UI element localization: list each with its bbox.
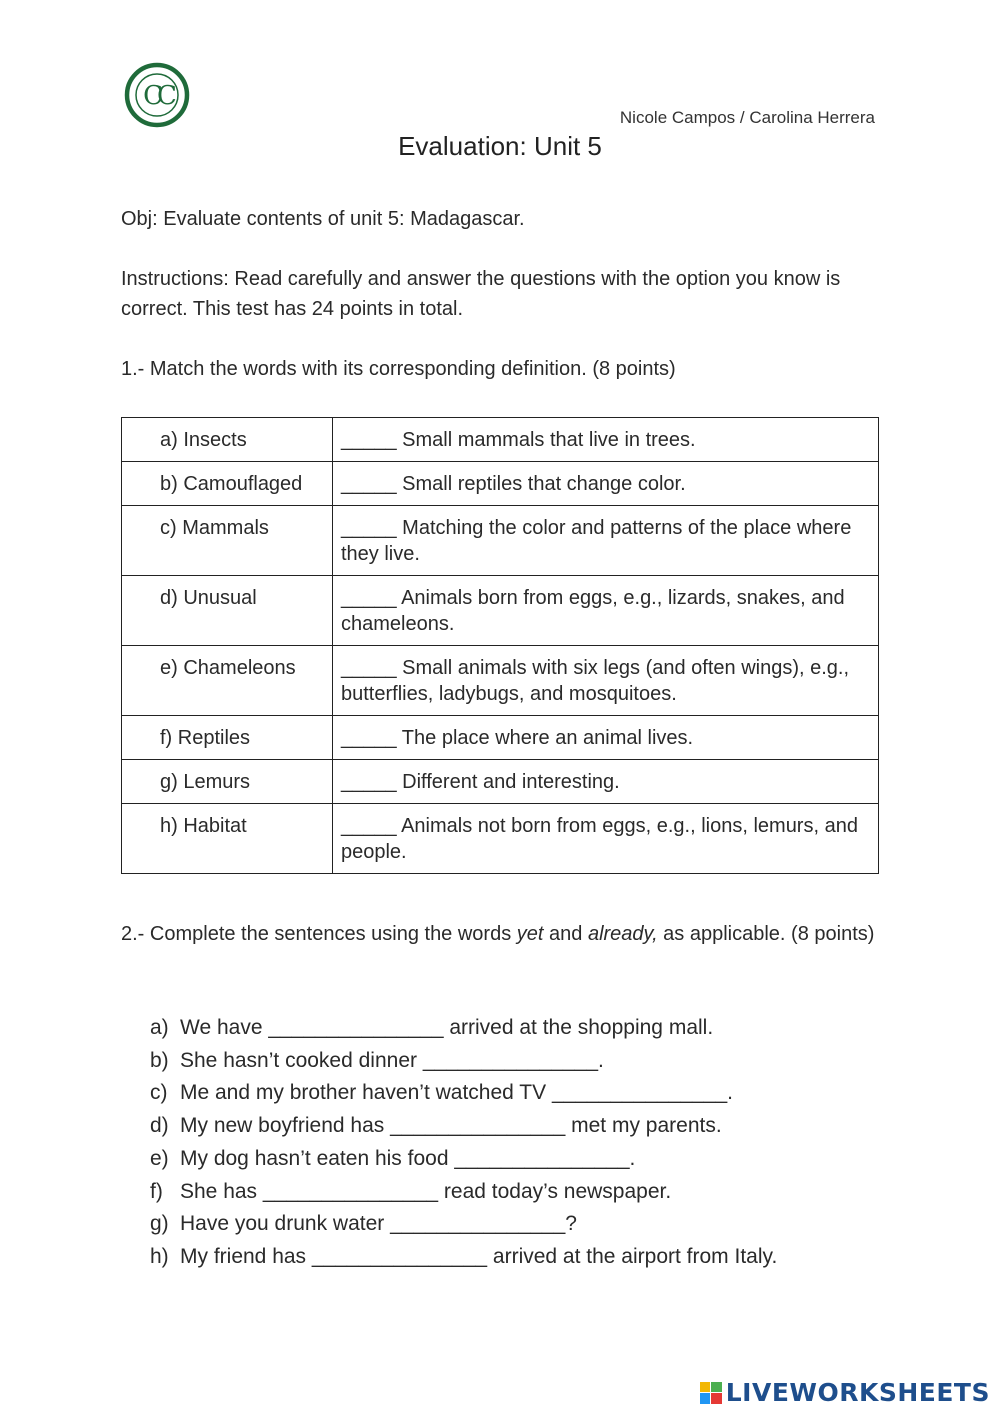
- liveworksheets-logo-icon: [700, 1382, 722, 1404]
- watermark-text: LIVEWORKSHEETS: [725, 1378, 990, 1407]
- q2-word-already: already,: [587, 923, 658, 945]
- authors: Nicole Campos / Carolina Herrera: [619, 108, 875, 127]
- sentence-list: [150, 1012, 777, 1274]
- page-title: Evaluation: Unit 5: [398, 131, 602, 161]
- match-word: g) Lemurs: [122, 760, 333, 804]
- sentence-text[interactable]: Have you drunk water _______________?: [180, 1212, 577, 1236]
- match-definition[interactable]: _____ Small mammals that live in trees.: [333, 418, 879, 462]
- list-item: [150, 1012, 777, 1045]
- match-word: c) Mammals: [122, 506, 333, 576]
- table-row: [122, 646, 879, 716]
- table-row: [122, 760, 879, 804]
- match-word: b) Camouflaged: [122, 462, 333, 506]
- question-1-prompt: 1.- Match the words with its corresponding definition. (8 points): [121, 358, 676, 380]
- match-definition[interactable]: _____ Small animals with six legs (and often wings), e.g., butterflies, ladybugs, and mosquitoes.: [333, 646, 879, 716]
- match-word: a) Insects: [122, 418, 333, 462]
- table-row: [122, 462, 879, 506]
- sentence-letter: g): [150, 1212, 169, 1236]
- sentence-text[interactable]: She has _______________ read today’s newspaper.: [180, 1179, 672, 1203]
- q2-prompt-end: as applicable. (8 points): [657, 923, 875, 945]
- match-definition[interactable]: _____ The place where an animal lives.: [333, 716, 879, 760]
- matching-table: [121, 417, 879, 874]
- q2-word-yet: yet: [516, 923, 544, 945]
- match-word: f) Reptiles: [122, 716, 333, 760]
- q2-prompt-and: and: [543, 923, 588, 945]
- sentence-text[interactable]: Me and my brother haven’t watched TV _______________.: [180, 1081, 733, 1105]
- table-row: [122, 418, 879, 462]
- table-row: [122, 576, 879, 646]
- list-item: [150, 1077, 777, 1110]
- list-item: [150, 1176, 777, 1209]
- sentence-letter: c): [150, 1081, 168, 1105]
- table-row: [122, 506, 879, 576]
- list-item: [150, 1241, 777, 1274]
- match-definition[interactable]: _____ Different and interesting.: [333, 760, 879, 804]
- q2-prompt-start: 2.- Complete the sentences using the words: [121, 923, 517, 945]
- match-definition[interactable]: _____ Matching the color and patterns of the place where they live.: [333, 506, 879, 576]
- sentence-text[interactable]: We have _______________ arrived at the shopping mall.: [180, 1016, 714, 1039]
- logo-monogram: CC: [143, 81, 171, 111]
- sentence-text[interactable]: My friend has _______________ arrived at the airport from Italy.: [180, 1244, 778, 1268]
- sentence-letter: h): [150, 1244, 169, 1268]
- sentence-letter: f): [150, 1179, 163, 1203]
- match-word: e) Chameleons: [122, 646, 333, 716]
- match-definition[interactable]: _____ Animals born from eggs, e.g., lizards, snakes, and chameleons.: [333, 576, 879, 646]
- sentence-text[interactable]: My dog hasn’t eaten his food _______________.: [180, 1146, 636, 1170]
- question-2-prompt: [121, 919, 881, 949]
- match-word: h) Habitat: [122, 804, 333, 874]
- match-definition[interactable]: _____ Animals not born from eggs, e.g., lions, lemurs, and people.: [333, 804, 879, 874]
- list-item: [150, 1045, 777, 1078]
- sentence-letter: b): [150, 1048, 169, 1072]
- instructions-text: Instructions: Read carefully and answer the questions with the option you know is correct. This test has 24 points in total.: [121, 268, 841, 320]
- list-item: [150, 1110, 777, 1143]
- sentence-text[interactable]: My new boyfriend has _______________ met my parents.: [180, 1114, 722, 1138]
- school-logo: [124, 62, 190, 128]
- objective-text: Obj: Evaluate contents of unit 5: Madagascar.: [121, 208, 525, 230]
- sentence-letter: e): [150, 1146, 169, 1170]
- sentence-letter: a): [150, 1016, 169, 1039]
- sentence-letter: d): [150, 1114, 169, 1138]
- table-row: [122, 716, 879, 760]
- sentence-text[interactable]: She hasn’t cooked dinner _______________.: [180, 1048, 604, 1072]
- match-definition[interactable]: _____ Small reptiles that change color.: [333, 462, 879, 506]
- liveworksheets-watermark: [700, 1378, 990, 1407]
- table-row: [122, 804, 879, 874]
- list-item: [150, 1143, 777, 1176]
- list-item: [150, 1208, 777, 1241]
- match-word: d) Unusual: [122, 576, 333, 646]
